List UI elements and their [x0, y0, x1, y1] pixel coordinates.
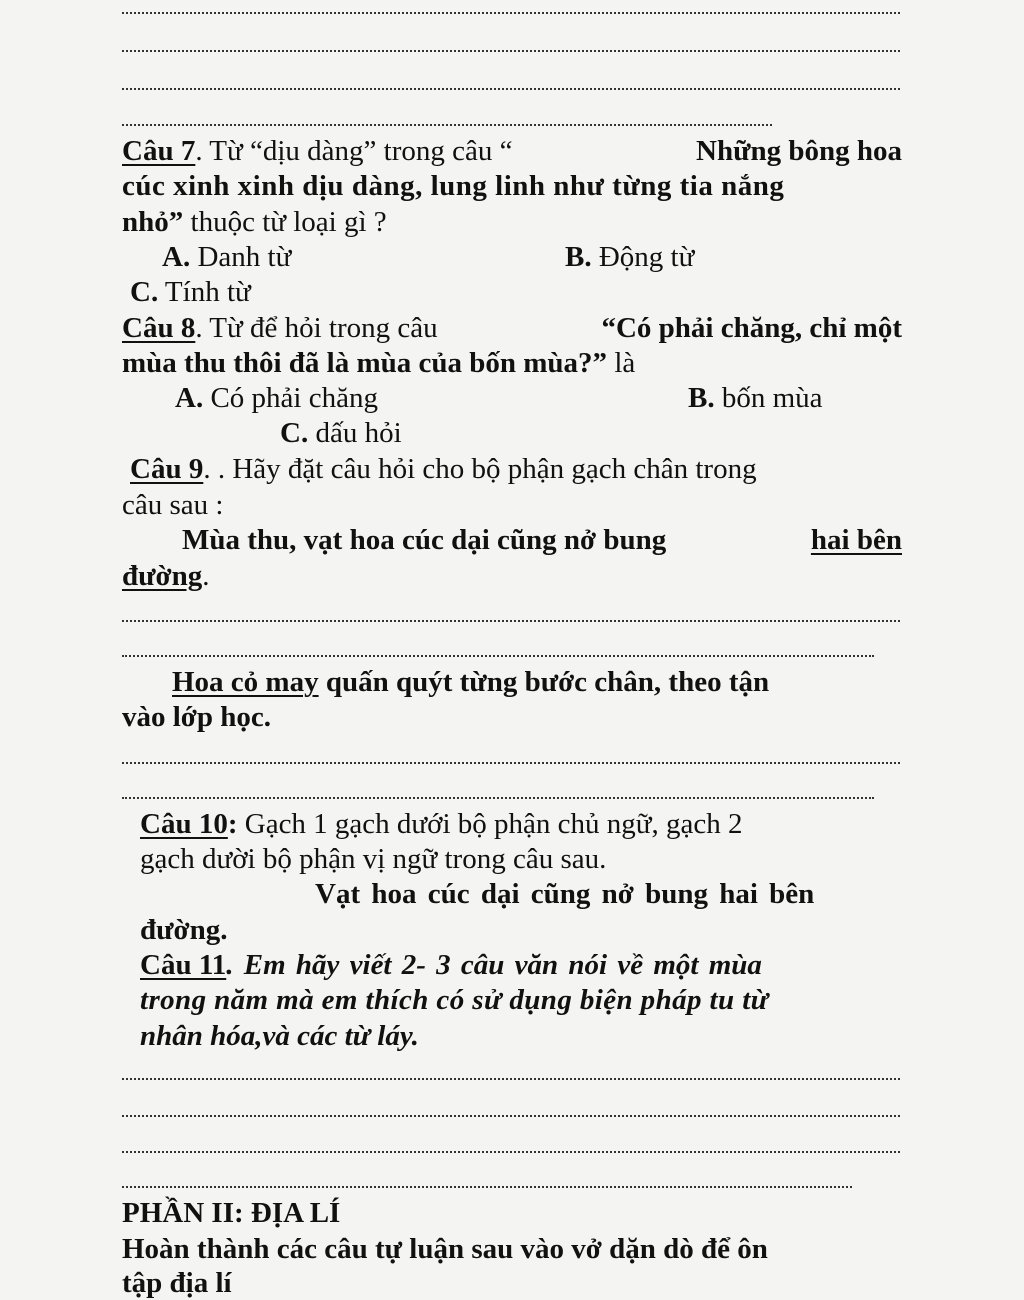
q8-option-a: A. Có phải chăng — [175, 382, 378, 414]
q10-sentence: Vạt hoa cúc dại cũng nở bung hai bên — [315, 878, 815, 910]
answer-line — [122, 1078, 900, 1080]
q9-sentence-2: Hoa cỏ may quấn quýt từng bước chân, theo tận — [172, 666, 770, 698]
part2-heading: PHẦN II: ĐỊA LÍ — [122, 1197, 341, 1229]
q7-label: Câu 7 — [122, 135, 196, 167]
q10-sentence-end: đường. — [140, 914, 228, 946]
q9-sentence-2-end: vào lớp học. — [122, 701, 271, 733]
answer-line — [122, 620, 900, 622]
q7-option-c: C. Tính từ — [130, 276, 251, 308]
q8-line-2: mùa thu thôi đã là mùa của bốn mùa?” là — [122, 347, 636, 379]
q9-sentence-1: Mùa thu, vạt hoa cúc dại cũng nở bung hai bên — [182, 524, 902, 556]
part2-instruction-cont: tập địa lí — [122, 1267, 232, 1299]
q9-sentence-1-end: đường. — [122, 560, 210, 592]
q11-line-3: nhân hóa,và các từ láy. — [140, 1020, 419, 1052]
answer-line — [122, 655, 874, 657]
q8-option-c: C. dấu hỏi — [280, 417, 402, 449]
q8-option-b: B. bốn mùa — [688, 382, 823, 414]
q7-line-3: nhỏ” thuộc từ loại gì ? — [122, 206, 387, 238]
q7-option-a: A. Danh từ — [162, 241, 292, 273]
answer-line — [122, 88, 900, 90]
part2-instruction: Hoàn thành các câu tự luận sau vào vở dặn dò để ôn — [122, 1233, 768, 1265]
q7-line-2: cúc xinh xinh dịu dàng, lung linh như từng tia nắng — [122, 170, 785, 202]
q7-line-1: Câu 7. Từ “dịu dàng” trong câu “ Những bông hoa — [122, 135, 902, 167]
q10-label: Câu 10 — [140, 808, 228, 840]
q10-line-2: gạch dười bộ phận vị ngữ trong câu sau. — [140, 843, 607, 875]
q11-line-2: trong năm mà em thích có sử dụng biện pháp tu từ — [140, 984, 769, 1016]
answer-line — [122, 12, 900, 14]
q9-label: Câu 9 — [130, 453, 204, 485]
answer-line — [122, 1151, 900, 1153]
q7-option-b: B. Động từ — [565, 241, 695, 273]
q9-line-1: Câu 9. . Hãy đặt câu hỏi cho bộ phận gạch chân trong — [130, 453, 757, 485]
answer-line — [122, 50, 900, 52]
q11-label: Câu 11 — [140, 949, 227, 981]
q11-line-1: Câu 11. Em hãy viết 2- 3 câu văn nói về một mùa — [140, 949, 762, 981]
answer-line — [122, 797, 874, 799]
answer-line — [122, 124, 772, 126]
q10-line-1: Câu 10: Gạch 1 gạch dưới bộ phận chủ ngữ, gạch 2 — [140, 808, 743, 840]
answer-line — [122, 1115, 900, 1117]
answer-line — [122, 762, 900, 764]
answer-line — [122, 1186, 852, 1188]
q9-line-2: câu sau : — [122, 489, 224, 521]
q8-label: Câu 8 — [122, 312, 196, 344]
q8-line-1: Câu 8. Từ để hỏi trong câu “Có phải chăng, chỉ một — [122, 312, 902, 344]
